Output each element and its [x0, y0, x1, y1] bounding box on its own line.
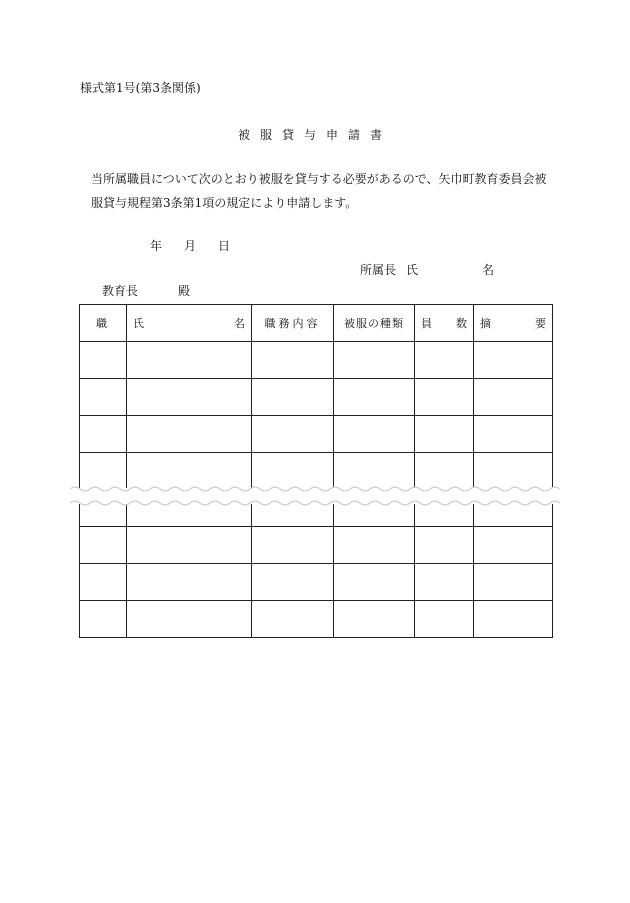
table-row	[80, 416, 553, 453]
cell-count[interactable]	[415, 342, 474, 379]
cell-duty[interactable]	[252, 564, 334, 601]
cell-clothing-type[interactable]	[334, 564, 415, 601]
cell-position[interactable]	[80, 564, 127, 601]
date-day-label: 日	[218, 239, 231, 253]
date-year-label: 年	[150, 239, 163, 253]
cell-duty[interactable]	[252, 601, 334, 638]
cell-clothing-type[interactable]	[334, 527, 415, 564]
cell-count[interactable]	[415, 564, 474, 601]
cell-count[interactable]	[415, 527, 474, 564]
cell-name[interactable]	[127, 564, 252, 601]
cell-remarks[interactable]	[474, 527, 553, 564]
cell-position[interactable]	[80, 527, 127, 564]
clothing-loan-table	[79, 304, 553, 638]
header-name-right: 名	[234, 317, 245, 330]
header-name	[127, 305, 252, 342]
cell-name[interactable]	[127, 527, 252, 564]
body-text-line-1: 当所属職員について次のとおり被服を貸与する必要があるので、矢巾町教育委員会被	[91, 172, 547, 186]
cell-name[interactable]	[127, 416, 252, 453]
header-remarks	[474, 305, 553, 342]
cell-count[interactable]	[415, 379, 474, 416]
cell-name[interactable]	[127, 601, 252, 638]
table-header-row	[80, 305, 553, 342]
cell-duty[interactable]	[252, 416, 334, 453]
applicant-label: 所属長	[360, 263, 397, 277]
cell-duty[interactable]	[252, 342, 334, 379]
cell-clothing-type[interactable]	[334, 379, 415, 416]
table-row	[80, 342, 553, 379]
cell-position[interactable]	[80, 379, 127, 416]
applicant-name-right: 名	[482, 263, 495, 277]
header-count-right: 数	[456, 317, 467, 330]
table-row	[80, 601, 553, 638]
cell-position[interactable]	[80, 416, 127, 453]
cell-remarks[interactable]	[474, 564, 553, 601]
body-text-line-2: 服貸与規程第3条第1項の規定により申請します。	[91, 196, 358, 210]
cell-remarks[interactable]	[474, 379, 553, 416]
header-count-left: 員	[421, 317, 432, 330]
table-row	[80, 564, 553, 601]
cell-position[interactable]	[80, 601, 127, 638]
cell-remarks[interactable]	[474, 601, 553, 638]
cell-duty[interactable]	[252, 527, 334, 564]
date-line	[150, 237, 230, 254]
cell-remarks[interactable]	[474, 416, 553, 453]
cell-clothing-type[interactable]	[334, 601, 415, 638]
cell-name[interactable]	[127, 379, 252, 416]
table-row	[80, 527, 553, 564]
cell-clothing-type[interactable]	[334, 416, 415, 453]
body-text	[91, 167, 561, 215]
torn-break-mark	[70, 482, 560, 510]
table-row	[80, 379, 553, 416]
header-count	[415, 305, 474, 342]
addressee-line	[102, 282, 190, 299]
date-month-label: 月	[184, 239, 197, 253]
cell-duty[interactable]	[252, 379, 334, 416]
cell-name[interactable]	[127, 342, 252, 379]
header-clothing-type: 被服の種類	[334, 305, 415, 342]
header-position: 職	[80, 305, 127, 342]
cell-clothing-type[interactable]	[334, 342, 415, 379]
addressee-role: 教育長	[102, 284, 139, 298]
cell-position[interactable]	[80, 342, 127, 379]
document-title: 被服貸与申請書	[237, 128, 392, 142]
header-name-left: 氏	[133, 317, 144, 330]
header-duty: 職務内容	[252, 305, 334, 342]
applicant-name-left: 氏	[406, 263, 419, 277]
cell-count[interactable]	[415, 601, 474, 638]
applicant-line	[360, 261, 494, 278]
addressee-honorific: 殿	[178, 284, 191, 298]
cell-count[interactable]	[415, 416, 474, 453]
header-remarks-left: 摘	[480, 317, 491, 330]
cell-remarks[interactable]	[474, 342, 553, 379]
form-number: 様式第1号(第3条関係)	[80, 81, 201, 95]
header-remarks-right: 要	[535, 317, 546, 330]
